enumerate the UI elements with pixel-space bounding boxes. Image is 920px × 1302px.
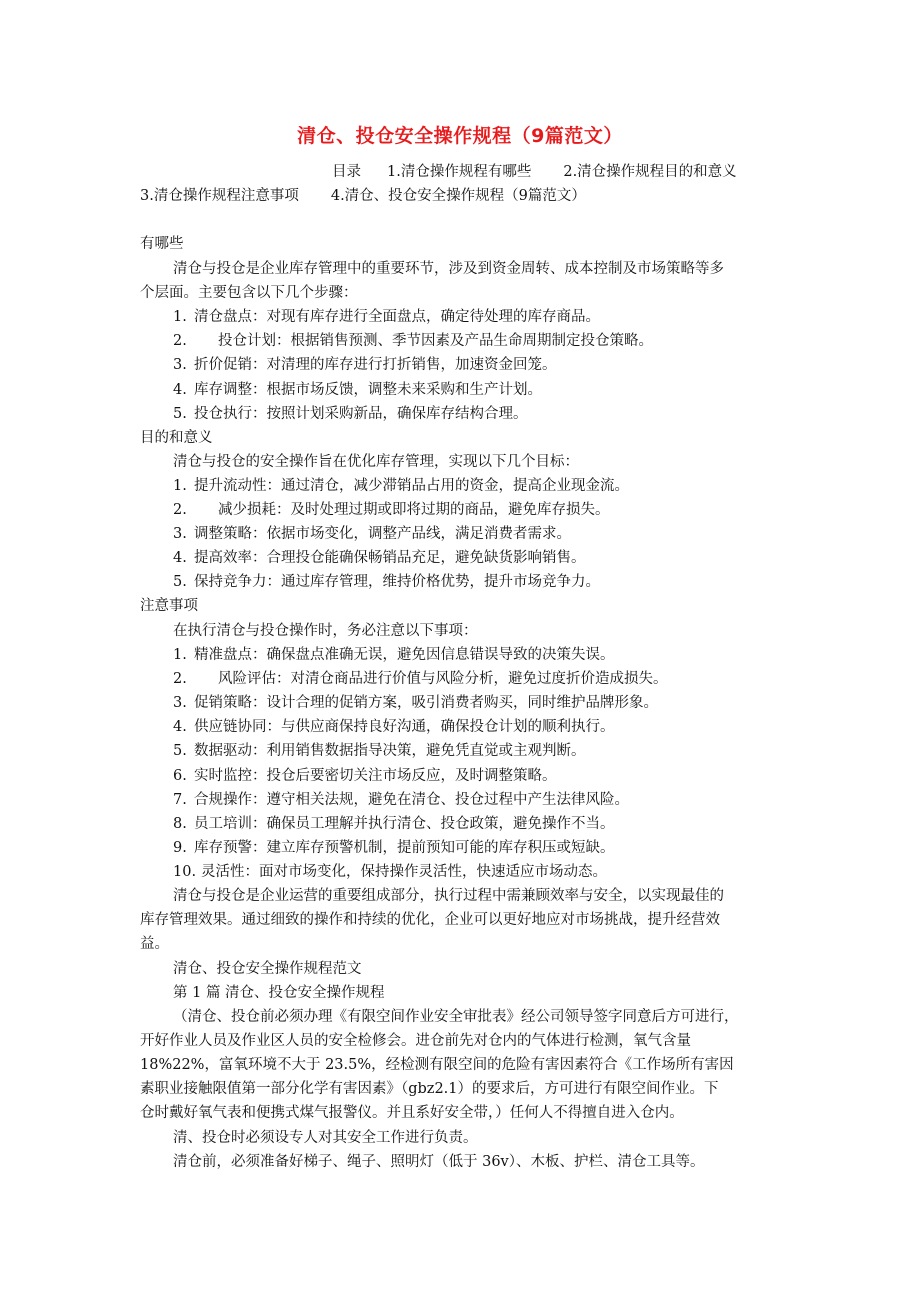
section2-intro: 清仓与投仓的安全操作旨在优化库存管理，实现以下几个目标： <box>173 454 579 470</box>
list-item: 1. 精准盘点：确保盘点准确无误，避免因信息错误导致的决策失误。 <box>173 647 615 663</box>
list-item: 6. 实时监控：投仓后要密切关注市场反应，及时调整策略。 <box>173 768 557 784</box>
toc-item-1[interactable]: 1.清仓操作规程有哪些 <box>387 164 532 180</box>
list-item: 1. 清仓盘点：对现有库存进行全面盘点，确定待处理的库存商品。 <box>173 309 600 325</box>
list-item: 4. 库存调整：根据市场反馈，调整未来采购和生产计划。 <box>173 382 542 398</box>
list-item: 8. 员工培训：确保员工理解并执行清仓、投仓政策，避免操作不当。 <box>173 816 615 832</box>
list-item: 10. 灵活性：面对市场变化，保持操作灵活性，快速适应市场动态。 <box>173 864 607 880</box>
toc-item-3[interactable]: 3.清仓操作规程注意事项 <box>140 188 299 204</box>
section3-summary-line3: 益。 <box>140 936 169 952</box>
article-p1-line4: 素职业接触限值第一部分化学有害因素》（gbz2.1）的要求后，方可进行有限空间作业。下 <box>140 1081 719 1097</box>
document-title: 清仓、投仓安全操作规程（9篇范文） <box>297 125 623 147</box>
list-item: 3. 促销策略：设计合理的促销方案，吸引消费者购买，同时维护品牌形象。 <box>173 695 658 711</box>
toc-line-1 <box>332 160 737 184</box>
section-heading-purpose: 目的和意义 <box>140 430 213 446</box>
section-heading-notes: 注意事项 <box>140 598 198 614</box>
list-item: 2. 风险评估：对清仓商品进行价值与风险分析，避免过度折价造成损失。 <box>173 671 668 687</box>
list-item: 1. 提升流动性：通过清仓，减少滞销品占用的资金，提高企业现金流。 <box>173 478 629 494</box>
list-item: 4. 提高效率：合理投仓能确保畅销品充足，避免缺货影响销售。 <box>173 550 586 566</box>
section-heading-samples: 清仓、投仓安全操作规程范文 <box>173 961 362 977</box>
article-p1-line2: 开好作业人员及作业区人员的安全检修会。进仓前先对仓内的气体进行检测，氧气含量 <box>140 1033 691 1049</box>
article-title: 第 1 篇 清仓、投仓安全操作规程 <box>173 985 385 1001</box>
article-p1-line3: 18%22%，富氧环境不大于 23.5%，经检测有限空间的危险有害因素符合《工作场所有害因 <box>140 1057 734 1073</box>
toc-label: 目录 <box>332 164 361 180</box>
section3-intro: 在执行清仓与投仓操作时，务必注意以下事项： <box>173 623 478 639</box>
list-item: 3. 调整策略：依据市场变化，调整产品线，满足消费者需求。 <box>173 526 571 542</box>
list-item: 9. 库存预警：建立库存预警机制，提前预知可能的库存积压或短缺。 <box>173 840 615 856</box>
section1-intro-line2: 个层面。主要包含以下几个步骤： <box>140 285 358 301</box>
list-item: 5. 数据驱动：利用销售数据指导决策，避免凭直觉或主观判断。 <box>173 743 586 759</box>
list-item: 5. 保持竞争力：通过库存管理，维持价格优势，提升市场竞争力。 <box>173 574 600 590</box>
list-item: 4. 供应链协同：与供应商保持良好沟通，确保投仓计划的顺利执行。 <box>173 719 615 735</box>
section1-intro-line1: 清仓与投仓是企业库存管理中的重要环节，涉及到资金周转、成本控制及市场策略等多 <box>173 261 724 277</box>
toc-line-2 <box>140 184 586 208</box>
section3-summary-line1: 清仓与投仓是企业运营的重要组成部分，执行过程中需兼顾效率与安全，以实现最佳的 <box>173 888 724 904</box>
article-p1-line5: 仓时戴好氧气表和便携式煤气报警仪。并且系好安全带，）任何人不得擅自进入仓内。 <box>140 1105 684 1121</box>
section3-summary-line2: 库存管理效果。通过细致的操作和持续的优化，企业可以更好地应对市场挑战，提升经营效 <box>140 912 720 928</box>
toc-item-2[interactable]: 2.清仓操作规程目的和意义 <box>563 164 737 180</box>
list-item: 7. 合规操作：遵守相关法规，避免在清仓、投仓过程中产生法律风险。 <box>173 792 629 808</box>
list-item: 2. 减少损耗：及时处理过期或即将过期的商品，避免库存损失。 <box>173 502 610 518</box>
list-item: 5. 投仓执行：按照计划采购新品，确保库存结构合理。 <box>173 406 528 422</box>
section-heading-what: 有哪些 <box>140 236 184 252</box>
article-p3: 清仓前，必须准备好梯子、绳子、照明灯（低于 36v）、木板、护栏、清仓工具等。 <box>173 1154 705 1170</box>
toc-item-4[interactable]: 4.清仓、投仓安全操作规程（9篇范文） <box>330 188 586 204</box>
article-p2: 清、投仓时必须设专人对其安全工作进行负责。 <box>173 1130 478 1146</box>
article-p1-line1: （清仓、投仓前必须办理《有限空间作业安全审批表》经公司领导签字同意后方可进行， <box>173 1009 739 1025</box>
list-item: 2. 投仓计划：根据销售预测、季节因素及产品生命周期制定投仓策略。 <box>173 333 653 349</box>
list-item: 3. 折价促销：对清理的库存进行打折销售，加速资金回笼。 <box>173 357 557 373</box>
